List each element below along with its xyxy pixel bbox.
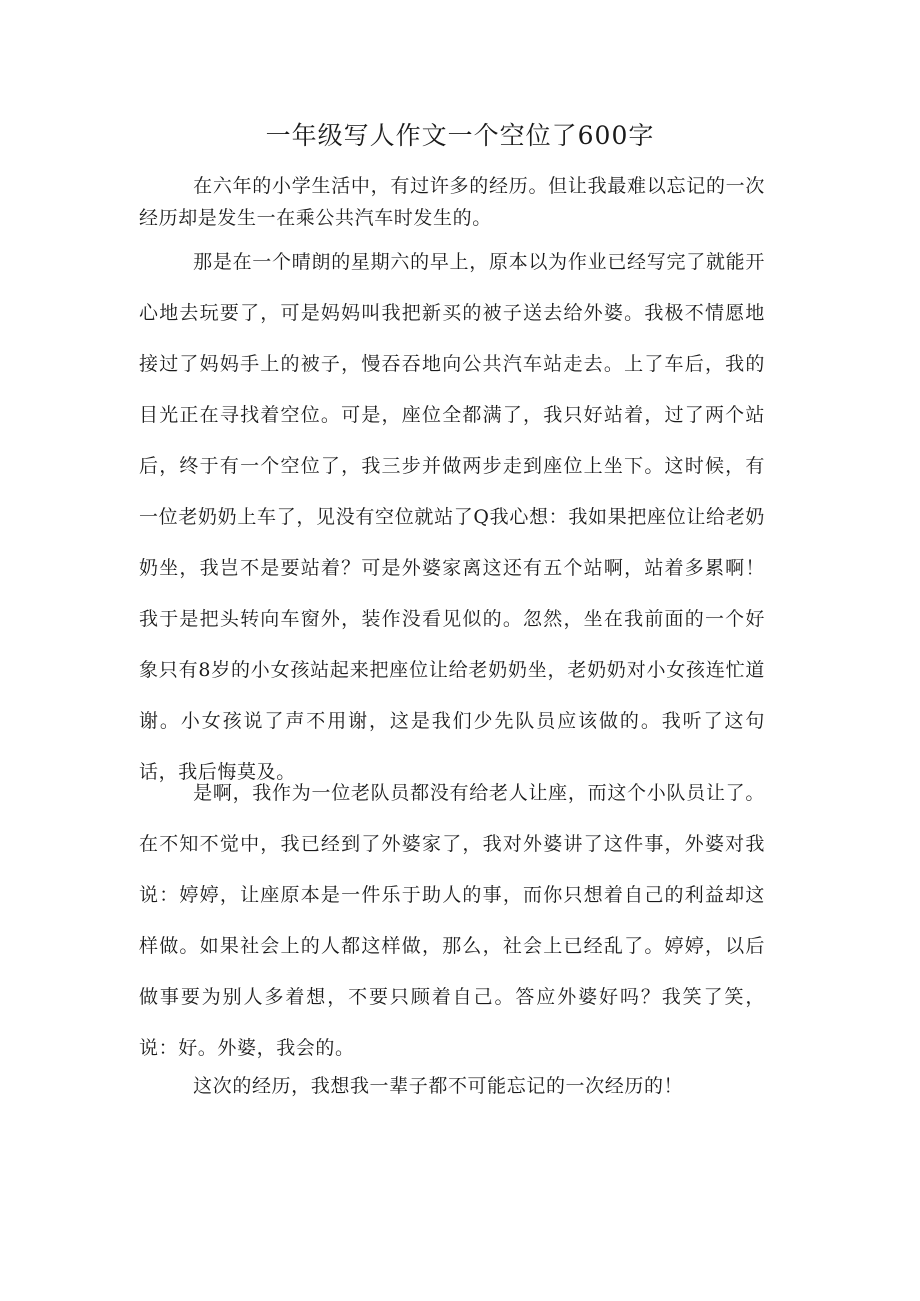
paragraph-1: 在六年的小学生活中，有过许多的经历。但让我最难以忘记的一次经历却是发生一在乘公共汽车时发生的。 [139, 175, 765, 229]
paragraph-3: 是啊，我作为一位老队员都没有给老人让座，而这个小队员让了。在不知不觉中，我已经到了外婆家了，我对外婆讲了这件事，外婆对我说：婷婷，让座原本是一件乐于助人的事，而你只想着自己的利益却这样做。如果社会上的人都这样做，那么，社会上已经乱了。婷婷，以后做事要为别人多着想，不要只顾着自己。答应外婆好吗？我笑了笑，说：好。外婆，我会的。 [139, 782, 765, 1059]
paragraph-4: 这次的经历，我想我一辈子都不可能忘记的一次经历的！ [193, 1075, 684, 1097]
document-title: 一年级写人作文一个空位了600字 [265, 121, 655, 150]
paragraph-2: 那是在一个晴朗的星期六的早上，原本以为作业已经写完了就能开心地去玩要了，可是妈妈叫我把新买的被子送去给外婆。我极不情愿地接过了妈妈手上的被子，慢吞吞地向公共汽车站走去。上了车后，我的目光正在寻找着空位。可是，座位全都满了，我只好站着，过了两个站后，终于有一个空位了，我三步并做两步走到座位上坐下。这时候，有一位老奶奶上车了，见没有空位就站了Q我心想：我如果把座位让给老奶奶坐，我岂不是要站着？可是外婆家离这还有五个站啊，站着多累啊！我于是把头转向车窗外，装作没看见似的。忽然，坐在我前面的一个好象只有8岁的小女孩站起来把座位让给老奶奶坐，老奶奶对小女孩连忙道谢。小女孩说了声不用谢，这是我们少先队员应该做的。我听了这句话，我后悔莫及。 [139, 251, 765, 783]
